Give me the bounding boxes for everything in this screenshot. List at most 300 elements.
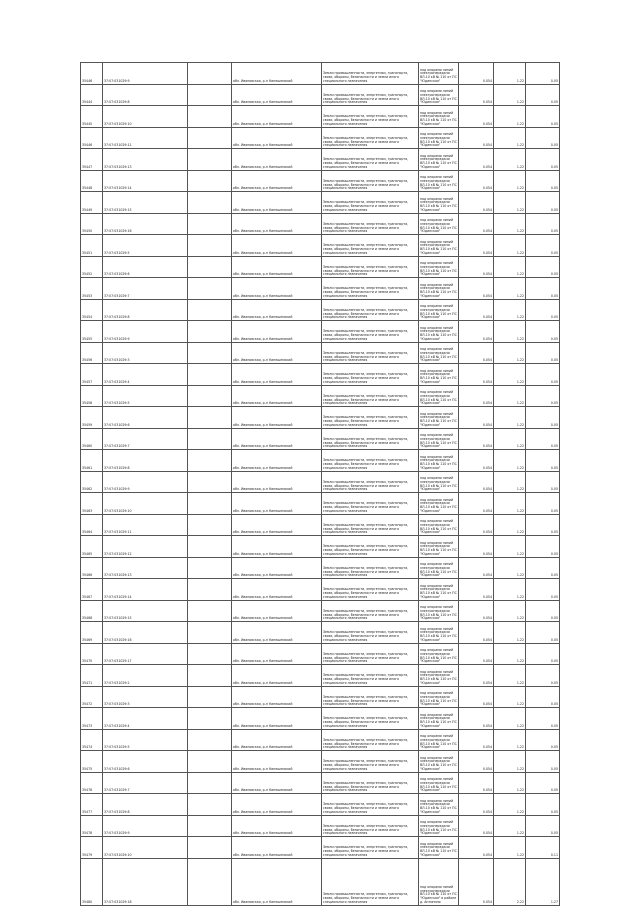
row-number: 35465 — [81, 536, 103, 558]
purpose-cell: под опорами линий электропередачи ВЛ-10 кВ № 110 от ПС "Юдинская" — [419, 299, 459, 321]
table-row — [81, 557, 560, 579]
total-cell: 0.05 — [526, 278, 560, 300]
rate-cell: 1.22 — [494, 256, 526, 278]
share-cell: 0.054 — [459, 149, 494, 171]
cadastral-number: 37:07:031029:13 — [103, 557, 188, 579]
share-cell: 0.054 — [459, 407, 494, 429]
rate-cell: 1.22 — [494, 213, 526, 235]
row-number: 35461 — [81, 450, 103, 472]
land-category-cell: Земли промышленности, энергетики, транспорта, связи, обороны, безопасности и земли иного специального назначения — [322, 643, 419, 665]
spacer-cell — [188, 858, 232, 905]
row-number: 35474 — [81, 729, 103, 751]
purpose-cell: под опорами линий электропередачи ВЛ-10 кВ № 110 от ПС "Юдинская" в районе д. Антипино — [419, 858, 459, 905]
address-cell: обл. Ивановская, р-н Кинешемский — [232, 536, 322, 558]
spacer-cell — [188, 106, 232, 128]
total-cell: 0.05 — [526, 471, 560, 493]
purpose-cell: под опорами линий электропередачи ВЛ-10 кВ № 110 от ПС "Юдинская" — [419, 579, 459, 601]
spacer-cell — [188, 665, 232, 687]
row-number: 35470 — [81, 643, 103, 665]
share-cell: 0.054 — [459, 579, 494, 601]
purpose-cell: под опорами линий электропередачи ВЛ-10 кВ № 110 от ПС "Юдинская" — [419, 213, 459, 235]
land-category-cell: Земли промышленности, энергетики, транспорта, связи, обороны, безопасности и земли иного специального назначения — [322, 106, 419, 128]
spacer-cell — [188, 127, 232, 149]
rate-cell: 1.22 — [494, 235, 526, 257]
address-cell: обл. Ивановская, р-н Кинешемский — [232, 600, 322, 622]
address-cell: обл. Ивановская, р-н Кинешемский — [232, 686, 322, 708]
row-number: 35469 — [81, 622, 103, 644]
land-category-cell: Земли промышленности, энергетики, транспорта, связи, обороны, безопасности и земли иного специального назначения — [322, 772, 419, 794]
rate-cell: 1.22 — [494, 665, 526, 687]
row-number: 35455 — [81, 321, 103, 343]
land-category-cell: Земли промышленности, энергетики, транспорта, связи, обороны, безопасности и земли иного специального назначения — [322, 149, 419, 171]
row-number: 35459 — [81, 407, 103, 429]
total-cell: 0.05 — [526, 493, 560, 515]
purpose-cell: под опорами линий электропередачи ВЛ-10 кВ № 110 от ПС "Юдинская" — [419, 450, 459, 472]
address-cell: обл. Ивановская, р-н Кинешемский — [232, 127, 322, 149]
land-category-cell: Земли промышленности, энергетики, транспорта, связи, обороны, безопасности и земли иного специального назначения — [322, 450, 419, 472]
total-cell: 0.05 — [526, 407, 560, 429]
spacer-cell — [188, 794, 232, 816]
land-category-cell: Земли промышленности, энергетики, транспорта, связи, обороны, безопасности и земли иного специального назначения — [322, 235, 419, 257]
land-category-cell: Земли промышленности, энергетики, транспорта, связи, обороны, безопасности и земли иного специального назначения — [322, 84, 419, 106]
address-cell: обл. Ивановская, р-н Кинешемский — [232, 342, 322, 364]
share-cell: 0.054 — [459, 643, 494, 665]
cadastral-number: 37:07:031029:10 — [103, 493, 188, 515]
spacer-cell — [188, 708, 232, 730]
rate-cell: 1.22 — [494, 686, 526, 708]
spacer-cell — [188, 407, 232, 429]
table-row — [81, 600, 560, 622]
cadastral-number: 37:07:031029:11 — [103, 514, 188, 536]
rate-cell: 1.22 — [494, 149, 526, 171]
address-cell: обл. Ивановская, р-н Кинешемский — [232, 407, 322, 429]
spacer-cell — [188, 213, 232, 235]
address-cell: обл. Ивановская, р-н Кинешемский — [232, 772, 322, 794]
rate-cell: 1.22 — [494, 192, 526, 214]
share-cell: 0.054 — [459, 794, 494, 816]
cadastral-number: 37:07:031029:7 — [103, 278, 188, 300]
address-cell: обл. Ивановская, р-н Кинешемский — [232, 299, 322, 321]
land-category-cell: Земли промышленности, энергетики, транспорта, связи, обороны, безопасности и земли иного специального назначения — [322, 364, 419, 386]
purpose-cell: под опорами линий электропередачи ВЛ-10 кВ № 110 от ПС "Юдинская" — [419, 321, 459, 343]
purpose-cell: под опорами линий электропередачи ВЛ-10 кВ № 110 от ПС "Юдинская" — [419, 407, 459, 429]
cadastral-number: 37:07:031029:8 — [103, 450, 188, 472]
address-cell: обл. Ивановская, р-н Кинешемский — [232, 643, 322, 665]
land-category-cell: Земли промышленности, энергетики, транспорта, связи, обороны, безопасности и земли иного специального назначения — [322, 686, 419, 708]
cadastral-number: 37:07:031029:14 — [103, 170, 188, 192]
address-cell: обл. Ивановская, р-н Кинешемский — [232, 364, 322, 386]
purpose-cell: под опорами линий электропередачи ВЛ-10 кВ № 110 от ПС "Юдинская" — [419, 385, 459, 407]
purpose-cell: под опорами линий электропередачи ВЛ-10 кВ № 110 от ПС "Юдинская" — [419, 665, 459, 687]
land-category-cell: Земли промышленности, энергетики, транспорта, связи, обороны, безопасности и земли иного специального назначения — [322, 815, 419, 837]
address-cell: обл. Ивановская, р-н Кинешемский — [232, 729, 322, 751]
table-row — [81, 643, 560, 665]
address-cell: обл. Ивановская, р-н Кинешемский — [232, 665, 322, 687]
rate-cell: 1.22 — [494, 493, 526, 515]
spacer-cell — [188, 342, 232, 364]
cadastral-number: 37:07:031029:10 — [103, 106, 188, 128]
row-number: 35458 — [81, 385, 103, 407]
total-cell: 0.11 — [526, 837, 560, 859]
total-cell: 0.05 — [526, 127, 560, 149]
cadastral-number: 37:07:031029:18 — [103, 858, 188, 905]
table-row — [81, 708, 560, 730]
document-page — [80, 62, 559, 906]
cadastral-number: 37:07:031029:8 — [103, 299, 188, 321]
total-cell: 0.05 — [526, 751, 560, 773]
table-row — [81, 407, 560, 429]
land-category-cell: Земли промышленности, энергетики, транспорта, связи, обороны, безопасности и земли иного специального назначения — [322, 557, 419, 579]
purpose-cell: под опорами линий электропередачи ВЛ-10 кВ № 110 от ПС "Юдинская" — [419, 235, 459, 257]
cadastral-number: 37:07:031029:17 — [103, 643, 188, 665]
row-number: 35475 — [81, 751, 103, 773]
land-category-cell: Земли промышленности, энергетики, транспорта, связи, обороны, безопасности и земли иного специального назначения — [322, 708, 419, 730]
spacer-cell — [188, 278, 232, 300]
row-number: 35464 — [81, 514, 103, 536]
cadastral-number: 37:07:031029:16 — [103, 213, 188, 235]
address-cell: обл. Ивановская, р-н Кинешемский — [232, 858, 322, 905]
row-number: 35447 — [81, 149, 103, 171]
row-number: 35453 — [81, 278, 103, 300]
total-cell: 0.05 — [526, 342, 560, 364]
table-row — [81, 729, 560, 751]
cadastral-number: 37:07:031029:5 — [103, 235, 188, 257]
address-cell: обл. Ивановская, р-н Кинешемский — [232, 557, 322, 579]
spacer-cell — [188, 493, 232, 515]
total-cell: 1.27 — [526, 858, 560, 905]
address-cell: обл. Ивановская, р-н Кинешемский — [232, 149, 322, 171]
total-cell: 0.05 — [526, 729, 560, 751]
cadastral-number: 37:07:031029:6 — [103, 256, 188, 278]
table-row — [81, 299, 560, 321]
row-number: 35446 — [81, 127, 103, 149]
rate-cell: 1.22 — [494, 385, 526, 407]
purpose-cell: под опорами линий электропередачи ВЛ-10 кВ № 110 от ПС "Юдинская" — [419, 686, 459, 708]
row-number: 35463 — [81, 493, 103, 515]
total-cell: 0.05 — [526, 536, 560, 558]
share-cell: 0.054 — [459, 256, 494, 278]
table-row — [81, 321, 560, 343]
address-cell: обл. Ивановская, р-н Кинешемский — [232, 622, 322, 644]
purpose-cell: под опорами линий электропередачи ВЛ-10 кВ № 110 от ПС "Юдинская" — [419, 557, 459, 579]
cadastral-number: 37:07:031029:8 — [103, 794, 188, 816]
table-row — [81, 84, 560, 106]
total-cell: 0.05 — [526, 665, 560, 687]
table-row — [81, 106, 560, 128]
purpose-cell: под опорами линий электропередачи ВЛ-10 кВ № 110 от ПС "Юдинская" — [419, 794, 459, 816]
land-category-cell: Земли промышленности, энергетики, транспорта, связи, обороны, безопасности и земли иного специального назначения — [322, 536, 419, 558]
land-category-cell: Земли промышленности, энергетики, транспорта, связи, обороны, безопасности и земли иного специального назначения — [322, 794, 419, 816]
share-cell: 0.054 — [459, 536, 494, 558]
purpose-cell: под опорами линий электропередачи ВЛ-10 кВ № 110 от ПС "Юдинская" — [419, 815, 459, 837]
row-number: 35471 — [81, 665, 103, 687]
total-cell: 0.05 — [526, 450, 560, 472]
address-cell: обл. Ивановская, р-н Кинешемский — [232, 450, 322, 472]
total-cell: 0.05 — [526, 84, 560, 106]
row-number: 35456 — [81, 342, 103, 364]
total-cell: 0.05 — [526, 385, 560, 407]
total-cell: 0.05 — [526, 708, 560, 730]
purpose-cell: под опорами линий электропередачи ВЛ-10 кВ № 110 от ПС "Юдинская" — [419, 192, 459, 214]
table-row — [81, 622, 560, 644]
spacer-cell — [188, 428, 232, 450]
total-cell: 0.05 — [526, 213, 560, 235]
total-cell: 0.05 — [526, 815, 560, 837]
purpose-cell: под опорами линий электропередачи ВЛ-10 кВ № 110 от ПС "Юдинская" — [419, 643, 459, 665]
share-cell: 0.054 — [459, 299, 494, 321]
row-number: 35473 — [81, 708, 103, 730]
purpose-cell: под опорами линий электропередачи ВЛ-10 кВ № 110 от ПС "Юдинская" — [419, 536, 459, 558]
rate-cell: 1.22 — [494, 536, 526, 558]
address-cell: обл. Ивановская, р-н Кинешемский — [232, 815, 322, 837]
cadastral-number: 37:07:031029:4 — [103, 364, 188, 386]
share-cell: 0.054 — [459, 450, 494, 472]
cadastral-number: 37:07:031029:14 — [103, 579, 188, 601]
rate-cell: 1.22 — [494, 708, 526, 730]
rate-cell: 1.22 — [494, 278, 526, 300]
purpose-cell: под опорами линий электропередачи ВЛ-10 кВ № 110 от ПС "Юдинская" — [419, 342, 459, 364]
total-cell: 0.05 — [526, 170, 560, 192]
address-cell: обл. Ивановская, р-н Кинешемский — [232, 278, 322, 300]
spacer-cell — [188, 471, 232, 493]
spacer-cell — [188, 192, 232, 214]
spacer-cell — [188, 364, 232, 386]
rate-cell: 1.22 — [494, 106, 526, 128]
share-cell: 0.054 — [459, 815, 494, 837]
rate-cell: 1.22 — [494, 794, 526, 816]
row-number: 35480 — [81, 858, 103, 905]
table-row — [81, 665, 560, 687]
cadastral-number: 37:07:031029:10 — [103, 837, 188, 859]
rate-cell: 1.22 — [494, 643, 526, 665]
share-cell: 0.054 — [459, 751, 494, 773]
land-category-cell: Земли промышленности, энергетики, транспорта, связи, обороны, безопасности и земли иного специального назначения — [322, 493, 419, 515]
spacer-cell — [188, 63, 232, 85]
row-number: 35472 — [81, 686, 103, 708]
rate-cell: 1.22 — [494, 772, 526, 794]
rate-cell: 1.22 — [494, 428, 526, 450]
share-cell: 0.054 — [459, 729, 494, 751]
share-cell: 0.054 — [459, 600, 494, 622]
share-cell: 0.054 — [459, 170, 494, 192]
total-cell: 0.05 — [526, 63, 560, 85]
cadastral-number: 37:07:031029:5 — [103, 729, 188, 751]
land-category-cell: Земли промышленности, энергетики, транспорта, связи, обороны, безопасности и земли иного специального назначения — [322, 600, 419, 622]
share-cell: 0.054 — [459, 84, 494, 106]
rate-cell: 1.22 — [494, 63, 526, 85]
cadastral-number: 37:07:031029:4 — [103, 708, 188, 730]
purpose-cell: под опорами линий электропередачи ВЛ-10 кВ № 110 от ПС "Юдинская" — [419, 514, 459, 536]
purpose-cell: под опорами линий электропередачи ВЛ-10 кВ № 110 от ПС "Юдинская" — [419, 278, 459, 300]
spacer-cell — [188, 622, 232, 644]
address-cell: обл. Ивановская, р-н Кинешемский — [232, 385, 322, 407]
spacer-cell — [188, 84, 232, 106]
cadastral-number: 37:07:031029:15 — [103, 600, 188, 622]
total-cell: 0.05 — [526, 686, 560, 708]
land-category-cell: Земли промышленности, энергетики, транспорта, связи, обороны, безопасности и земли иного специального назначения — [322, 622, 419, 644]
row-number: 35478 — [81, 815, 103, 837]
purpose-cell: под опорами линий электропередачи ВЛ-10 кВ № 110 от ПС "Юдинская" — [419, 837, 459, 859]
rate-cell: 1.22 — [494, 837, 526, 859]
row-number: 35457 — [81, 364, 103, 386]
purpose-cell: под опорами линий электропередачи ВЛ-10 кВ № 110 от ПС "Юдинская" — [419, 600, 459, 622]
row-number: 35444 — [81, 84, 103, 106]
table-row — [81, 342, 560, 364]
rate-cell: 1.22 — [494, 514, 526, 536]
land-category-cell: Земли промышленности, энергетики, транспорта, связи, обороны, безопасности и земли иного специального назначения — [322, 213, 419, 235]
cadastral-number: 37:07:031029:2 — [103, 665, 188, 687]
spacer-cell — [188, 643, 232, 665]
table-row — [81, 428, 560, 450]
rate-cell: 1.22 — [494, 321, 526, 343]
table-row — [81, 815, 560, 837]
land-category-cell: Земли промышленности, энергетики, транспорта, связи, обороны, безопасности и земли иного специального назначения — [322, 278, 419, 300]
address-cell: обл. Ивановская, р-н Кинешемский — [232, 428, 322, 450]
land-category-cell: Земли промышленности, энергетики, транспорта, связи, обороны, безопасности и земли иного специального назначения — [322, 665, 419, 687]
table-row — [81, 235, 560, 257]
rate-cell: 1.22 — [494, 342, 526, 364]
total-cell: 0.05 — [526, 514, 560, 536]
cadastral-number: 37:07:031029:5 — [103, 385, 188, 407]
address-cell: обл. Ивановская, р-н Кинешемский — [232, 106, 322, 128]
address-cell: обл. Ивановская, р-н Кинешемский — [232, 170, 322, 192]
row-number: 35452 — [81, 256, 103, 278]
address-cell: обл. Ивановская, р-н Кинешемский — [232, 192, 322, 214]
share-cell: 0.054 — [459, 708, 494, 730]
address-cell: обл. Ивановская, р-н Кинешемский — [232, 213, 322, 235]
land-category-cell: Земли промышленности, энергетики, транспорта, связи, обороны, безопасности и земли иного специального назначения — [322, 858, 419, 905]
table-body — [81, 63, 560, 906]
address-cell: обл. Ивановская, р-н Кинешемский — [232, 471, 322, 493]
row-number: 35476 — [81, 772, 103, 794]
spacer-cell — [188, 837, 232, 859]
rate-cell: 1.22 — [494, 299, 526, 321]
share-cell: 0.054 — [459, 493, 494, 515]
total-cell: 0.05 — [526, 579, 560, 601]
table-row — [81, 686, 560, 708]
table-row — [81, 450, 560, 472]
share-cell: 0.054 — [459, 837, 494, 859]
share-cell: 0.054 — [459, 192, 494, 214]
total-cell: 0.05 — [526, 299, 560, 321]
purpose-cell: под опорами линий электропередачи ВЛ-10 кВ № 110 от ПС "Юдинская" — [419, 622, 459, 644]
cadastral-number: 37:07:031029:8 — [103, 84, 188, 106]
row-number: 35467 — [81, 579, 103, 601]
rate-cell: 2.22 — [494, 858, 526, 905]
cadastral-number: 37:07:031029:6 — [103, 751, 188, 773]
table-row — [81, 514, 560, 536]
table-row — [81, 858, 560, 905]
cadastral-number: 37:07:031029:9 — [103, 471, 188, 493]
total-cell: 0.05 — [526, 235, 560, 257]
spacer-cell — [188, 170, 232, 192]
table-row — [81, 149, 560, 171]
row-number: 35460 — [81, 428, 103, 450]
share-cell: 0.054 — [459, 471, 494, 493]
land-category-cell: Земли промышленности, энергетики, транспорта, связи, обороны, безопасности и земли иного специального назначения — [322, 256, 419, 278]
address-cell: обл. Ивановская, р-н Кинешемский — [232, 235, 322, 257]
share-cell: 0.054 — [459, 385, 494, 407]
spacer-cell — [188, 772, 232, 794]
cadastral-number: 37:07:031029:3 — [103, 686, 188, 708]
rate-cell: 1.22 — [494, 84, 526, 106]
row-number: 35468 — [81, 600, 103, 622]
land-category-cell: Земли промышленности, энергетики, транспорта, связи, обороны, безопасности и земли иного специального назначения — [322, 514, 419, 536]
table-row — [81, 170, 560, 192]
spacer-cell — [188, 149, 232, 171]
rate-cell: 1.22 — [494, 557, 526, 579]
land-category-cell: Земли промышленности, энергетики, транспорта, связи, обороны, безопасности и земли иного специального назначения — [322, 385, 419, 407]
land-category-cell: Земли промышленности, энергетики, транспорта, связи, обороны, безопасности и земли иного специального назначения — [322, 729, 419, 751]
spacer-cell — [188, 600, 232, 622]
table-row — [81, 772, 560, 794]
spacer-cell — [188, 256, 232, 278]
cadastral-number: 37:07:031029:9 — [103, 815, 188, 837]
row-number: 35445 — [81, 106, 103, 128]
total-cell: 0.05 — [526, 643, 560, 665]
rate-cell: 1.22 — [494, 815, 526, 837]
address-cell: обл. Ивановская, р-н Кинешемский — [232, 837, 322, 859]
land-category-cell: Земли промышленности, энергетики, транспорта, связи, обороны, безопасности и земли иного специального назначения — [322, 170, 419, 192]
cadastral-number: 37:07:031029:15 — [103, 192, 188, 214]
share-cell: 0.054 — [459, 428, 494, 450]
rate-cell: 1.22 — [494, 450, 526, 472]
purpose-cell: под опорами линий электропередачи ВЛ-10 кВ № 110 от ПС "Юдинская" — [419, 708, 459, 730]
share-cell: 0.054 — [459, 772, 494, 794]
total-cell: 0.05 — [526, 622, 560, 644]
purpose-cell: под опорами линий электропередачи ВЛ-10 кВ № 110 от ПС "Юдинская" — [419, 149, 459, 171]
total-cell: 0.05 — [526, 794, 560, 816]
address-cell: обл. Ивановская, р-н Кинешемский — [232, 751, 322, 773]
rate-cell: 1.22 — [494, 751, 526, 773]
rate-cell: 1.22 — [494, 600, 526, 622]
purpose-cell: под опорами линий электропередачи ВЛ-10 кВ № 110 от ПС "Юдинская" — [419, 63, 459, 85]
total-cell: 0.05 — [526, 149, 560, 171]
table-row — [81, 127, 560, 149]
spacer-cell — [188, 536, 232, 558]
spacer-cell — [188, 235, 232, 257]
purpose-cell: под опорами линий электропередачи ВЛ-10 кВ № 110 от ПС "Юдинская" — [419, 364, 459, 386]
rate-cell: 1.22 — [494, 170, 526, 192]
land-category-cell: Земли промышленности, энергетики, транспорта, связи, обороны, безопасности и земли иного специального назначения — [322, 428, 419, 450]
share-cell: 0.054 — [459, 235, 494, 257]
row-number: 35462 — [81, 471, 103, 493]
cadastral-number: 37:07:031029:9 — [103, 321, 188, 343]
purpose-cell: под опорами линий электропередачи ВЛ-10 кВ № 110 от ПС "Юдинская" — [419, 493, 459, 515]
share-cell: 0.054 — [459, 686, 494, 708]
rate-cell: 1.22 — [494, 407, 526, 429]
land-category-cell: Земли промышленности, энергетики, транспорта, связи, обороны, безопасности и земли иного специального назначения — [322, 63, 419, 85]
land-category-cell: Земли промышленности, энергетики, транспорта, связи, обороны, безопасности и земли иного специального назначения — [322, 127, 419, 149]
spacer-cell — [188, 557, 232, 579]
row-number: 35450 — [81, 213, 103, 235]
table-row — [81, 837, 560, 859]
cadastral-number: 37:07:031029:11 — [103, 127, 188, 149]
address-cell: обл. Ивановская, р-н Кинешемский — [232, 708, 322, 730]
rate-cell: 1.22 — [494, 729, 526, 751]
spacer-cell — [188, 450, 232, 472]
total-cell: 0.05 — [526, 557, 560, 579]
total-cell: 0.05 — [526, 772, 560, 794]
total-cell: 0.05 — [526, 321, 560, 343]
rate-cell: 1.22 — [494, 471, 526, 493]
land-category-cell: Земли промышленности, энергетики, транспорта, связи, обороны, безопасности и земли иного специального назначения — [322, 751, 419, 773]
land-category-cell: Земли промышленности, энергетики, транспорта, связи, обороны, безопасности и земли иного специального назначения — [322, 407, 419, 429]
cadastral-number: 37:07:031029:7 — [103, 772, 188, 794]
land-category-cell: Земли промышленности, энергетики, транспорта, связи, обороны, безопасности и земли иного специального назначения — [322, 299, 419, 321]
land-plots-table — [80, 62, 560, 906]
land-category-cell: Земли промышленности, энергетики, транспорта, связи, обороны, безопасности и земли иного специального назначения — [322, 192, 419, 214]
